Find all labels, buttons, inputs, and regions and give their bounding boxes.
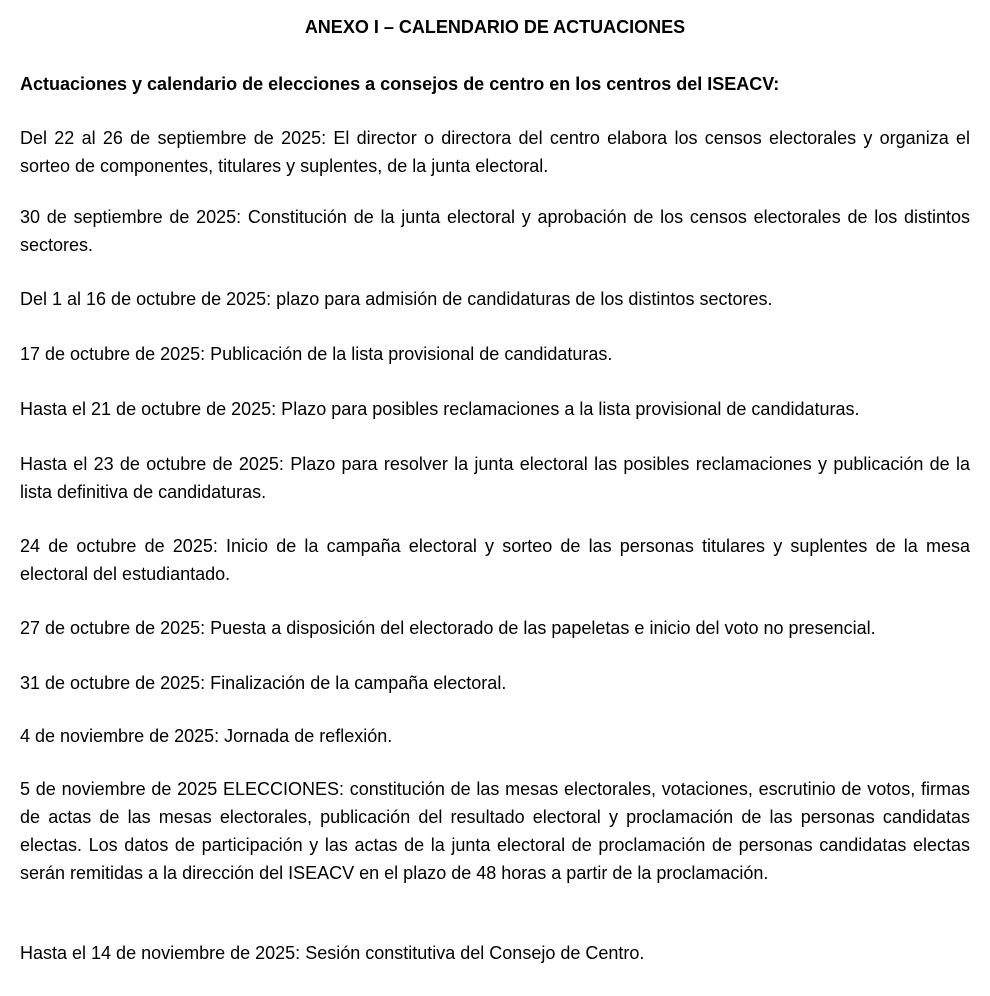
calendar-entry: Del 22 al 26 de septiembre de 2025: El director o directora del centro elabora los censos electorales y organiza el sorteo de componentes, titulares y suplentes, de la junta electoral. <box>20 128 970 176</box>
calendar-entry: Del 1 al 16 de octubre de 2025: plazo para admisión de candidaturas de los distintos sectores. <box>20 289 773 309</box>
calendar-entry: 5 de noviembre de 2025 ELECCIONES: constitución de las mesas electorales, votaciones, escrutinio de votos, firmas de actas de las mesas electorales, publicación del resultado electoral y proclamación de las personas candidatas electas. Los datos de participación y las actas de la junta electoral de proclamación de personas candidatas electas serán remitidas a la dirección del ISEACV en el plazo de 48 horas a partir de la proclamación. <box>20 779 970 883</box>
calendar-entry: Hasta el 23 de octubre de 2025: Plazo para resolver la junta electoral las posibles reclamaciones y publicación de la lista definitiva de candidaturas. <box>20 454 970 502</box>
calendar-entry: Hasta el 14 de noviembre de 2025: Sesión constitutiva del Consejo de Centro. <box>20 943 645 963</box>
calendar-entry: 31 de octubre de 2025: Finalización de la campaña electoral. <box>20 673 507 693</box>
calendar-entry: 17 de octubre de 2025: Publicación de la lista provisional de candidaturas. <box>20 344 613 364</box>
calendar-entry: Hasta el 21 de octubre de 2025: Plazo para posibles reclamaciones a la lista provisional de candidaturas. <box>20 399 860 419</box>
document-subtitle: Actuaciones y calendario de elecciones a consejos de centro en los centros del ISEACV: <box>20 74 780 94</box>
calendar-entry: 4 de noviembre de 2025: Jornada de reflexión. <box>20 726 393 746</box>
calendar-entry: 27 de octubre de 2025: Puesta a disposición del electorado de las papeletas e inicio del voto no presencial. <box>20 618 876 638</box>
calendar-entry: 30 de septiembre de 2025: Constitución de la junta electoral y aprobación de los censos electorales de los distintos sectores. <box>20 207 970 255</box>
document-title: ANEXO I – CALENDARIO DE ACTUACIONES <box>304 17 686 37</box>
calendar-entry: 24 de octubre de 2025: Inicio de la campaña electoral y sorteo de las personas titulares y suplentes de la mesa electoral del estudiantado. <box>20 536 970 584</box>
